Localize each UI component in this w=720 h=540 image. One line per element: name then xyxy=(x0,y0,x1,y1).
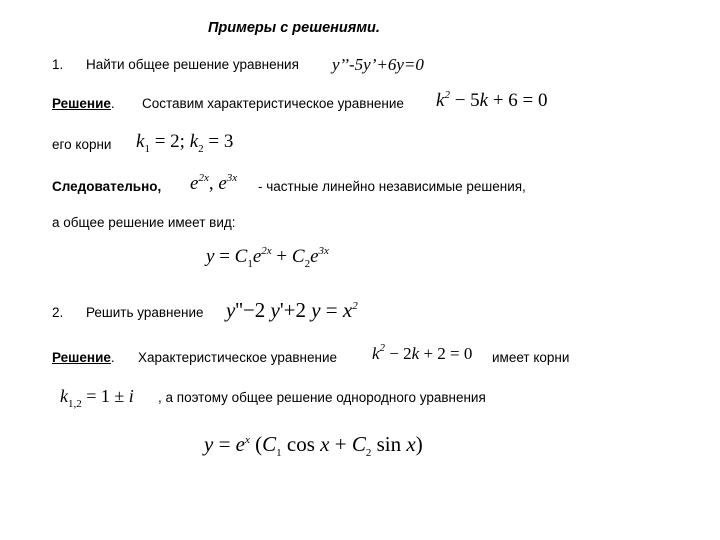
example-1-equation: y’’-5y’+6y=0 xyxy=(332,55,424,74)
char-eq-2-formula: $k^2 - 2k + 2 = 0$ xyxy=(372,342,473,363)
example-2-task: Решить уравнение xyxy=(86,305,204,320)
roots-2-formula: $k_{1,2} = 1 \pm i$ xyxy=(60,386,134,410)
example-1-number: 1. xyxy=(52,57,64,72)
particular-solutions-text: - частные линейно независимые решения, xyxy=(258,179,526,194)
solution-2-dot: . xyxy=(110,350,115,365)
general-solution-1-formula: $y = C_1e^{2x} + C_2e^{3x}$ xyxy=(206,245,329,270)
char-eq-2-text: Характеристическое уравнение xyxy=(138,350,338,365)
roots-1-label: его корни xyxy=(52,137,112,152)
roots-1-formula: $k_1 = 2$; $k_2 = 3$ xyxy=(136,131,234,155)
example-2-number: 2. xyxy=(52,305,64,320)
char-eq-1-formula: $k^2 - 5k + 6 = 0$ xyxy=(436,89,548,111)
consequently-label: Следовательно, xyxy=(52,179,162,194)
solution-1-dot: . xyxy=(110,96,115,111)
homogeneous-text: , а поэтому общее решение однородного уравнения xyxy=(158,390,486,405)
solution-1-label: Решение xyxy=(52,96,111,111)
has-roots-text: имеет корни xyxy=(492,350,570,365)
particular-solutions-formula: $e^{2x}$, $e^{3x}$ xyxy=(190,172,238,194)
char-eq-1-text: Составим характеристическое уравнение xyxy=(142,96,404,111)
example-1-task: Найти общее решение уравнения xyxy=(86,57,299,72)
general-solution-2-formula: $y = e^x$ ($C_1$ $\cos x + C_2$ sin x) xyxy=(204,432,423,459)
solution-2-label-row xyxy=(52,350,115,365)
solution-1-label-row xyxy=(52,96,115,111)
example-2-equation: y''−2 y'+2 $y = x^2$ xyxy=(226,298,358,322)
solution-2-label: Решение xyxy=(52,350,111,365)
general-solution-text: а общее решение имеет вид: xyxy=(52,215,236,230)
page-title: Примеры с решениями. xyxy=(208,20,380,36)
